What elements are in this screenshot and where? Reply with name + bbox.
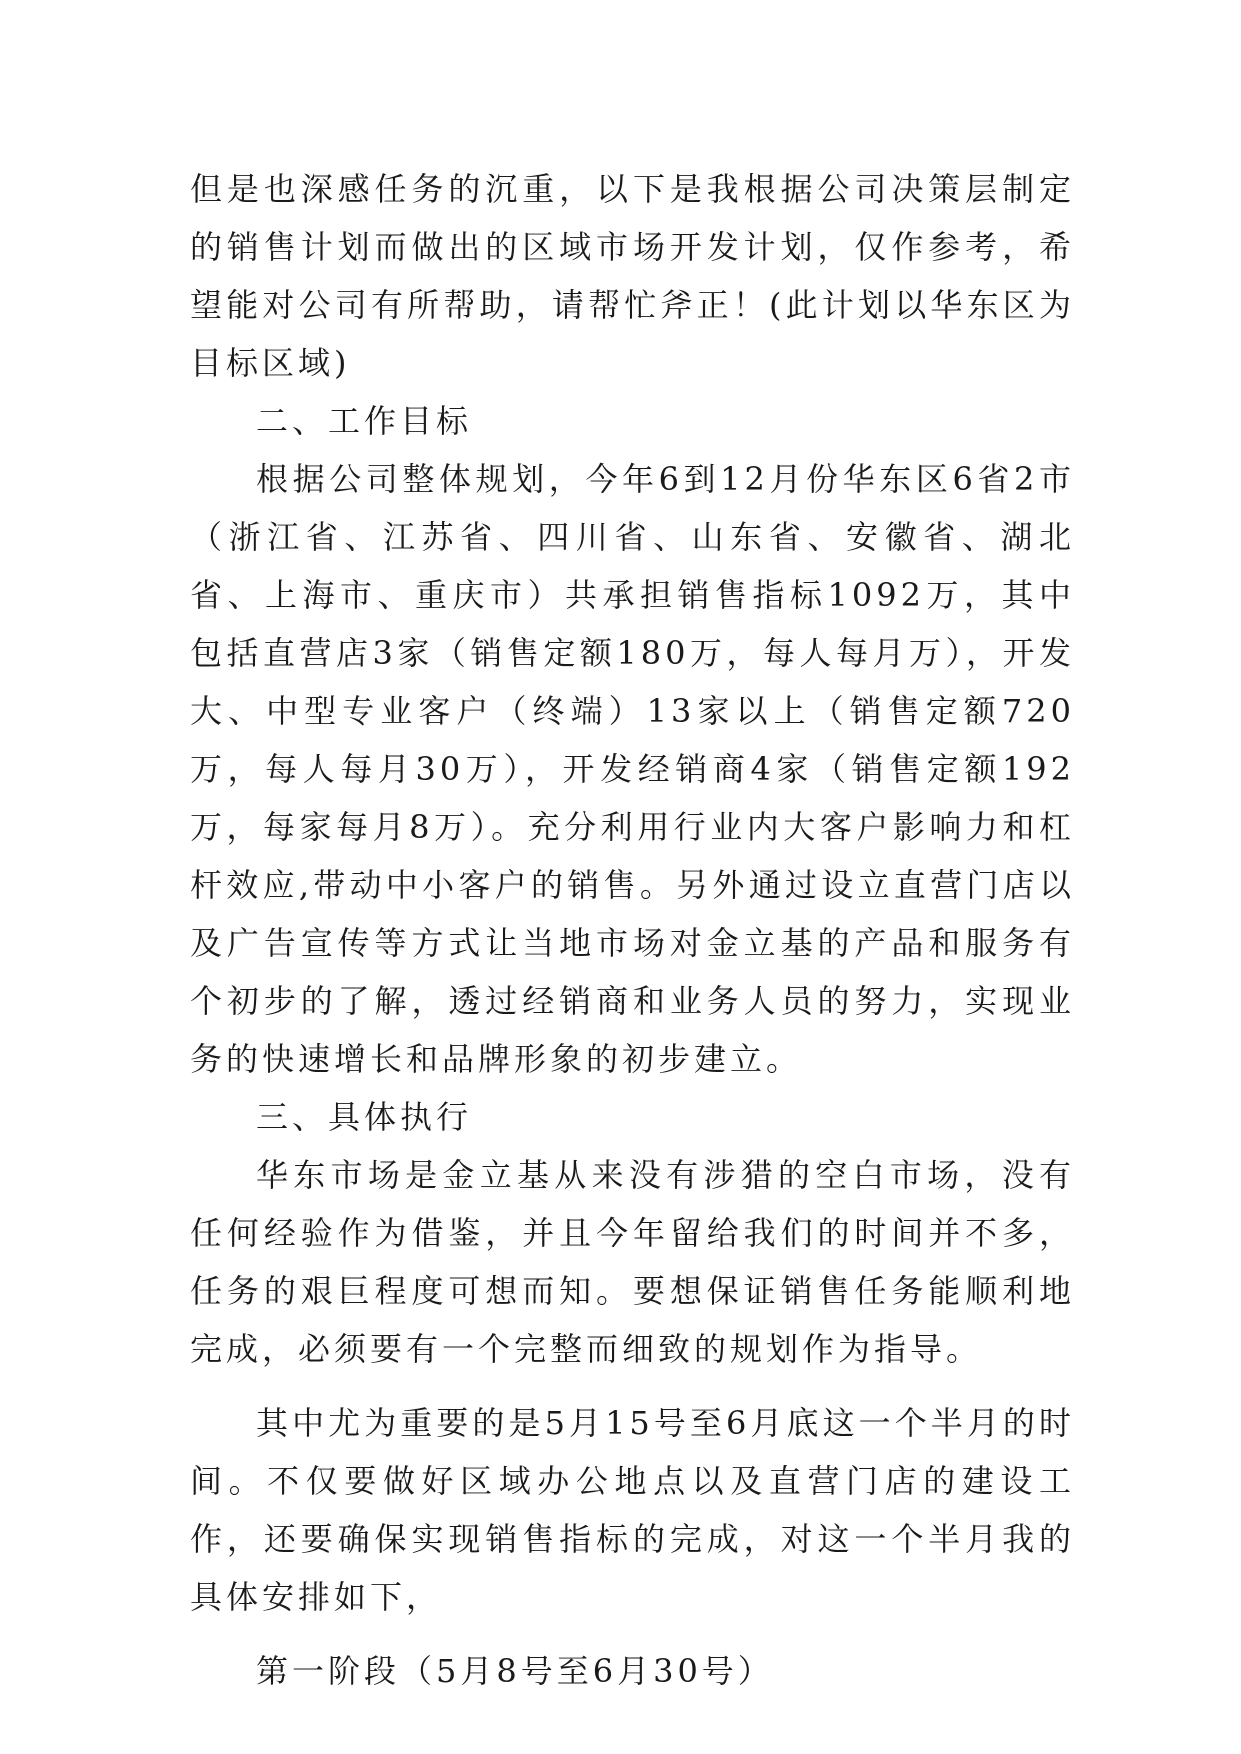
section-heading-work-goals: 二、工作目标: [256, 402, 473, 440]
paragraph-intro: 但是也深感任务的沉重，以下是我根据公司决策层制定的销售计划而做出的区域市场开发计划，仅作参考，希望能对公司有所帮助，请帮忙斧正！(此计划以华东区为目标区域): [190, 170, 1075, 382]
paragraph-east-china-market: 华东市场是金立基从来没有涉猎的空白市场，没有任何经验作为借鉴，并且今年留给我们的时间并不多，任务的艰巨程度可想而知。要想保证销售任务能顺利地完成，必须要有一个完整而细致的规划作为指导。: [190, 1156, 1075, 1368]
paragraph-gap: [190, 1378, 1075, 1394]
section-heading-execution: 三、具体执行: [256, 1098, 473, 1136]
paragraph-key-period: 其中尤为重要的是5月15号至6月底这一个半月的时间。不仅要做好区域办公地点以及直营门店的建设工作，还要确保实现销售指标的完成，对这一个半月我的具体安排如下，: [190, 1404, 1075, 1616]
section-heading-phase-one: 第一阶段（5月8号至6月30号）: [256, 1652, 774, 1690]
paragraph-gap: [190, 1626, 1075, 1642]
document-body: [190, 160, 1075, 1700]
paragraph-work-goals: 根据公司整体规划，今年6到12月份华东区6省2市（浙江省、江苏省、四川省、山东省、安徽省、湖北省、上海市、重庆市）共承担销售指标1092万，其中包括直营店3家（销售定额180万，每人每月万），开发大、中型专业客户（终端）13家以上（销售定额720万，每人每月30万），开发经销商4家（销售定额192万，每家每月8万）。充分利用行业内大客户影响力和杠杆效应,带动中小客户的销售。另外通过设立直营门店以及广告宣传等方式让当地市场对金立基的产品和服务有个初步的了解，透过经销商和业务人员的努力，实现业务的快速增长和品牌形象的初步建立。: [190, 460, 1075, 1078]
